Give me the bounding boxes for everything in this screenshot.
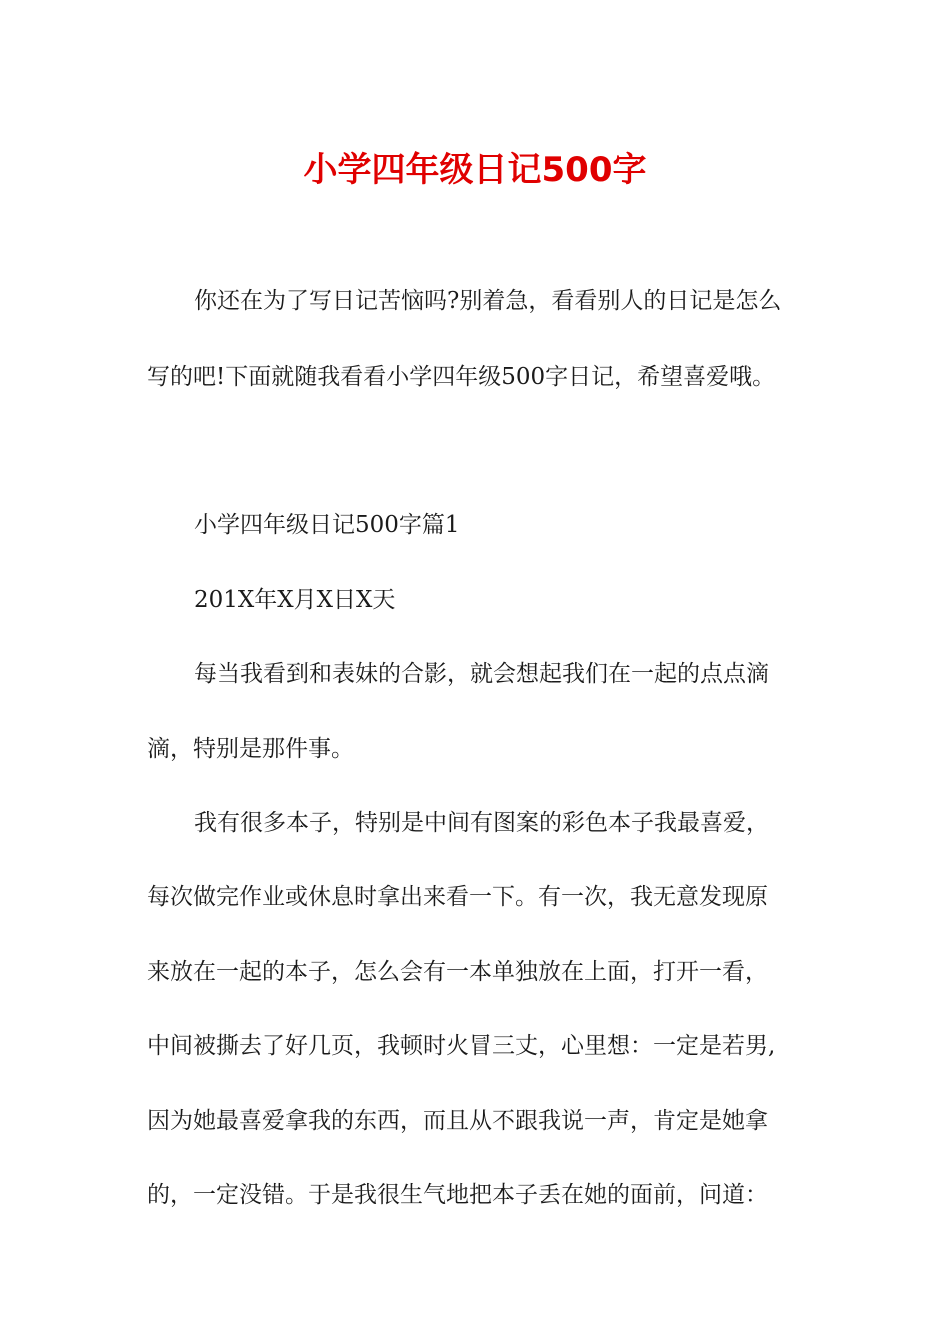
paragraph-line: 滴，特别是那件事。 [147,736,354,762]
paragraph-line: 因为她最喜爱拿我的东西，而且从不跟我说一声，肯定是她拿 [147,1108,768,1134]
date-line: 201X年X月X日X天 [194,587,396,613]
paragraph-line: 每次做完作业或休息时拿出来看一下。有一次，我无意发现原 [147,884,768,910]
paragraph-line: 中间被撕去了好几页，我顿时火冒三丈，心里想：一定是若男, [147,1033,776,1059]
paragraph-line: 写的吧!下面就随我看看小学四年级500字日记，希望喜爱哦。 [147,364,776,390]
paragraph-line: 你还在为了写日记苦恼吗?别着急，看看别人的日记是怎么 [194,288,782,314]
paragraph-line: 每当我看到和表妹的合影，就会想起我们在一起的点点滴 [194,661,769,687]
section-heading: 小学四年级日记500字篇1 [194,512,460,538]
paragraph-line: 的，一定没错。于是我很生气地把本子丢在她的面前，问道： [147,1182,768,1208]
paragraph-line: 来放在一起的本子，怎么会有一本单独放在上面，打开一看， [147,959,768,985]
document-title: 小学四年级日记500字 [303,150,647,190]
paragraph-line: 我有很多本子，特别是中间有图案的彩色本子我最喜爱， [194,810,769,836]
